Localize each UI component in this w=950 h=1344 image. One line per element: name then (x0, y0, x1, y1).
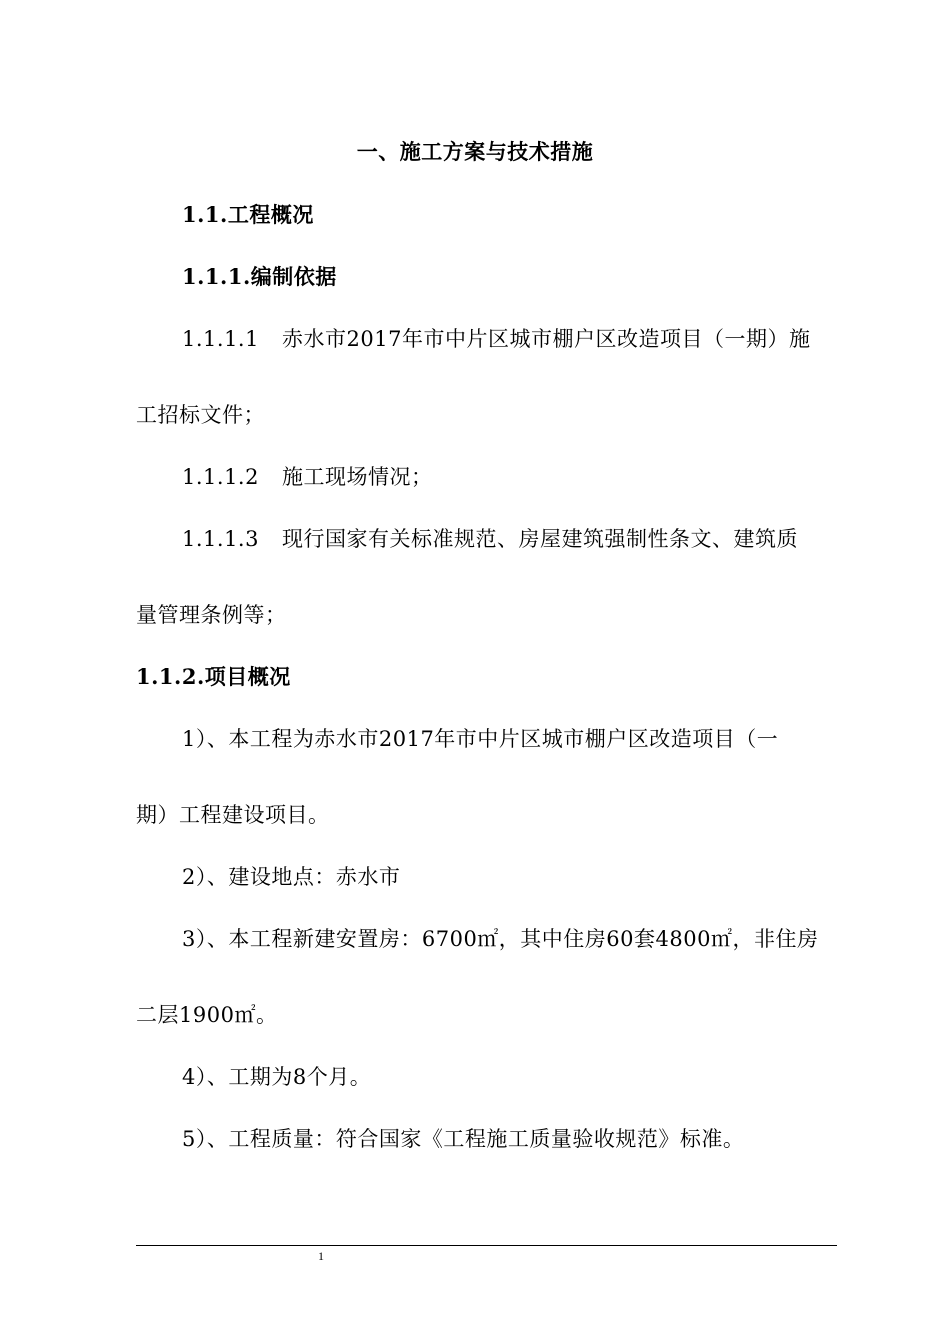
page-number: 1 (318, 1249, 324, 1263)
basis-item-text: 赤水市2017年市中片区城市棚户区改造项目（一期）施 (282, 327, 811, 351)
basis-item-2 (182, 463, 433, 491)
basis-item-1-continuation: 工招标文件； (136, 403, 265, 427)
basis-item-text: 施工现场情况； (282, 465, 433, 489)
overview-item-4: 4）、工期为8个月。 (182, 1065, 372, 1089)
basis-item-number: 1.1.1.2 (182, 465, 259, 489)
section-heading-1-1: 1.1.工程概况 (182, 202, 314, 227)
overview-item-2: 2）、建设地点：赤水市 (182, 865, 401, 889)
section-heading-1-1-2: 1.1.2.项目概况 (136, 664, 291, 689)
overview-item-1-continuation: 期）工程建设项目。 (136, 803, 330, 827)
basis-item-1 (182, 325, 810, 353)
section-heading-1-1-1: 1.1.1.编制依据 (182, 264, 337, 289)
basis-item-text: 现行国家有关标准规范、房屋建筑强制性条文、建筑质 (282, 527, 798, 551)
basis-item-3-continuation: 量管理条例等； (136, 603, 287, 627)
overview-item-1: 1）、本工程为赤水市2017年市中片区城市棚户区改造项目（一 (182, 727, 779, 751)
basis-item-3 (182, 525, 798, 553)
overview-item-3-continuation: 二层1900㎡。 (136, 1003, 278, 1027)
overview-item-3: 3）、本工程新建安置房：6700㎡，其中住房60套4800㎡，非住房 (182, 927, 819, 951)
basis-item-number: 1.1.1.1 (182, 327, 259, 351)
basis-item-number: 1.1.1.3 (182, 527, 259, 551)
overview-item-5: 5）、工程质量：符合国家《工程施工质量验收规范》标准。 (182, 1127, 745, 1151)
page-title: 一、施工方案与技术措施 (356, 139, 594, 164)
footer-divider (136, 1245, 837, 1246)
